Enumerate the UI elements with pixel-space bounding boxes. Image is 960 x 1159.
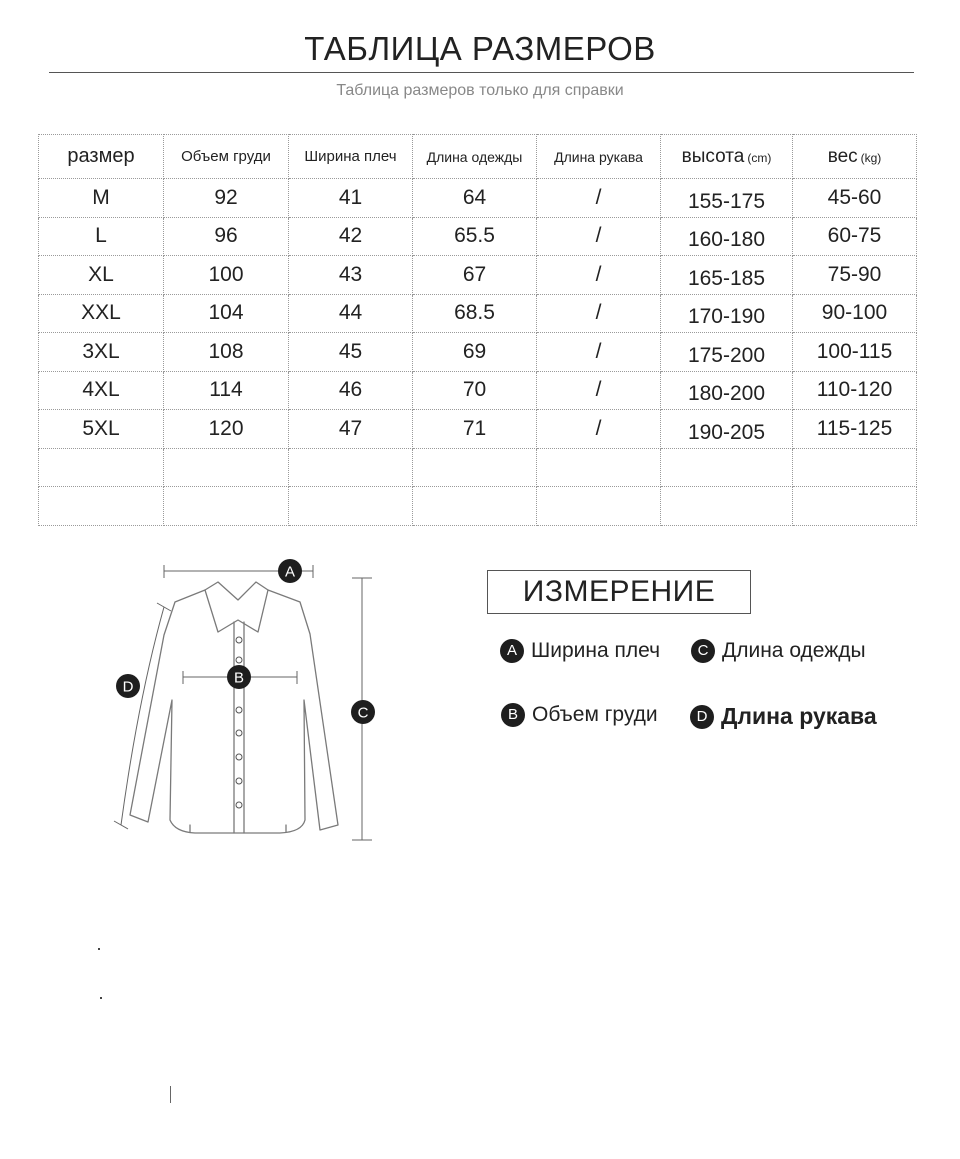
cell-shoulder: 46 <box>289 371 413 410</box>
decorative-dot <box>98 948 100 950</box>
column-header-shoulder: Ширина плеч <box>289 135 413 179</box>
cell-size: 3XL <box>39 333 164 372</box>
weight-unit: (kg) <box>860 150 882 165</box>
svg-text:B: B <box>233 669 245 687</box>
cell-shoulder: 42 <box>289 217 413 256</box>
cell-chest <box>164 487 289 526</box>
cell-height <box>661 487 793 526</box>
table-header-row <box>39 135 917 179</box>
table-row <box>39 256 917 295</box>
table-row <box>39 333 917 372</box>
cell-sleeve: / <box>537 410 661 449</box>
cell-height: 170-190 <box>661 294 793 333</box>
cell-height: 180-200 <box>661 371 793 410</box>
table-row <box>39 487 917 526</box>
cell-shoulder: 47 <box>289 410 413 449</box>
legend-badge-b-icon: B <box>501 703 525 727</box>
legend-item-length <box>691 639 866 663</box>
cell-size: M <box>39 179 164 218</box>
column-header-chest: Объем груди <box>164 135 289 179</box>
cell-chest: 92 <box>164 179 289 218</box>
table-row <box>39 448 917 487</box>
cell-weight: 100-115 <box>793 333 917 372</box>
cell-length: 69 <box>413 333 537 372</box>
cell-sleeve <box>537 448 661 487</box>
column-header-sleeve: Длина рукава <box>537 135 661 179</box>
legend-badge-a-icon: A <box>500 639 524 663</box>
cell-size <box>39 487 164 526</box>
cell-sleeve: / <box>537 294 661 333</box>
cell-sleeve <box>537 487 661 526</box>
title-divider <box>49 72 914 73</box>
legend-item-shoulder <box>500 639 660 663</box>
cell-sleeve: / <box>537 217 661 256</box>
legend-badge-d-icon: D <box>690 705 714 729</box>
column-header-size: размер <box>39 135 164 179</box>
cell-size <box>39 448 164 487</box>
cell-length <box>413 448 537 487</box>
column-header-weight <box>793 135 917 179</box>
cell-chest: 114 <box>164 371 289 410</box>
cell-chest <box>164 448 289 487</box>
svg-text:A: A <box>284 563 296 581</box>
height-unit: (cm) <box>747 150 772 165</box>
cell-sleeve: / <box>537 371 661 410</box>
marker-d-icon <box>116 674 140 698</box>
height-label: высота <box>681 145 745 167</box>
legend-label-sleeve: Длина рукава <box>721 703 877 729</box>
cell-weight: 60-75 <box>793 217 917 256</box>
cell-height: 155-175 <box>661 179 793 218</box>
cell-length <box>413 487 537 526</box>
cell-weight <box>793 487 917 526</box>
legend-label-shoulder: Ширина плеч <box>531 639 661 662</box>
cell-shoulder <box>289 448 413 487</box>
cell-weight: 90-100 <box>793 294 917 333</box>
cell-size: XXL <box>39 294 164 333</box>
page-title: ТАБЛИЦА РАЗМЕРОВ <box>304 30 656 67</box>
cell-chest: 104 <box>164 294 289 333</box>
cell-length: 67 <box>413 256 537 295</box>
marker-b-icon <box>227 665 251 689</box>
marker-c-icon <box>351 700 375 724</box>
legend-label-length: Длина одежды <box>722 639 866 662</box>
cell-sleeve: / <box>537 256 661 295</box>
shirt-placket <box>234 622 244 833</box>
table-row <box>39 410 917 449</box>
cell-length: 71 <box>413 410 537 449</box>
cell-chest: 100 <box>164 256 289 295</box>
cell-size: XL <box>39 256 164 295</box>
cell-weight <box>793 448 917 487</box>
cell-weight: 75-90 <box>793 256 917 295</box>
table-row <box>39 294 917 333</box>
decorative-tick <box>170 1086 171 1103</box>
cell-height: 160-180 <box>661 217 793 256</box>
cell-weight: 110-120 <box>793 371 917 410</box>
legend-item-sleeve <box>690 703 877 730</box>
legend-item-chest <box>501 703 658 727</box>
svg-text:D: D <box>122 678 134 696</box>
cell-chest: 108 <box>164 333 289 372</box>
table-row <box>39 217 917 256</box>
table-row <box>39 371 917 410</box>
measurement-heading: ИЗМЕРЕНИЕ <box>487 570 751 614</box>
cell-chest: 120 <box>164 410 289 449</box>
weight-label: вес <box>827 145 858 167</box>
table-body <box>39 179 917 526</box>
cell-weight: 115-125 <box>793 410 917 449</box>
cell-length: 64 <box>413 179 537 218</box>
cell-height <box>661 448 793 487</box>
cell-size: 4XL <box>39 371 164 410</box>
cell-length: 68.5 <box>413 294 537 333</box>
cell-sleeve: / <box>537 333 661 372</box>
cell-shoulder: 43 <box>289 256 413 295</box>
column-header-length: Длина одежды <box>413 135 537 179</box>
table-row <box>39 179 917 218</box>
legend-badge-c-icon: C <box>691 639 715 663</box>
marker-a-icon <box>278 559 302 583</box>
cell-height: 190-205 <box>661 410 793 449</box>
cell-shoulder: 44 <box>289 294 413 333</box>
cell-weight: 45-60 <box>793 179 917 218</box>
cell-size: L <box>39 217 164 256</box>
shirt-collar <box>205 582 268 632</box>
cell-length: 70 <box>413 371 537 410</box>
column-header-height <box>661 135 793 179</box>
shirt-hem-split <box>190 825 286 832</box>
svg-text:C: C <box>357 704 369 722</box>
legend-label-chest: Объем груди <box>532 703 658 726</box>
cell-length: 65.5 <box>413 217 537 256</box>
cell-chest: 96 <box>164 217 289 256</box>
cell-shoulder: 41 <box>289 179 413 218</box>
cell-sleeve: / <box>537 179 661 218</box>
cell-height: 175-200 <box>661 333 793 372</box>
decorative-dot <box>100 997 102 999</box>
cell-shoulder <box>289 487 413 526</box>
page-subtitle: Таблица размеров только для справки <box>336 82 624 99</box>
cell-size: 5XL <box>39 410 164 449</box>
cell-height: 165-185 <box>661 256 793 295</box>
cell-shoulder: 45 <box>289 333 413 372</box>
size-table <box>38 134 917 526</box>
shirt-diagram <box>100 555 400 855</box>
